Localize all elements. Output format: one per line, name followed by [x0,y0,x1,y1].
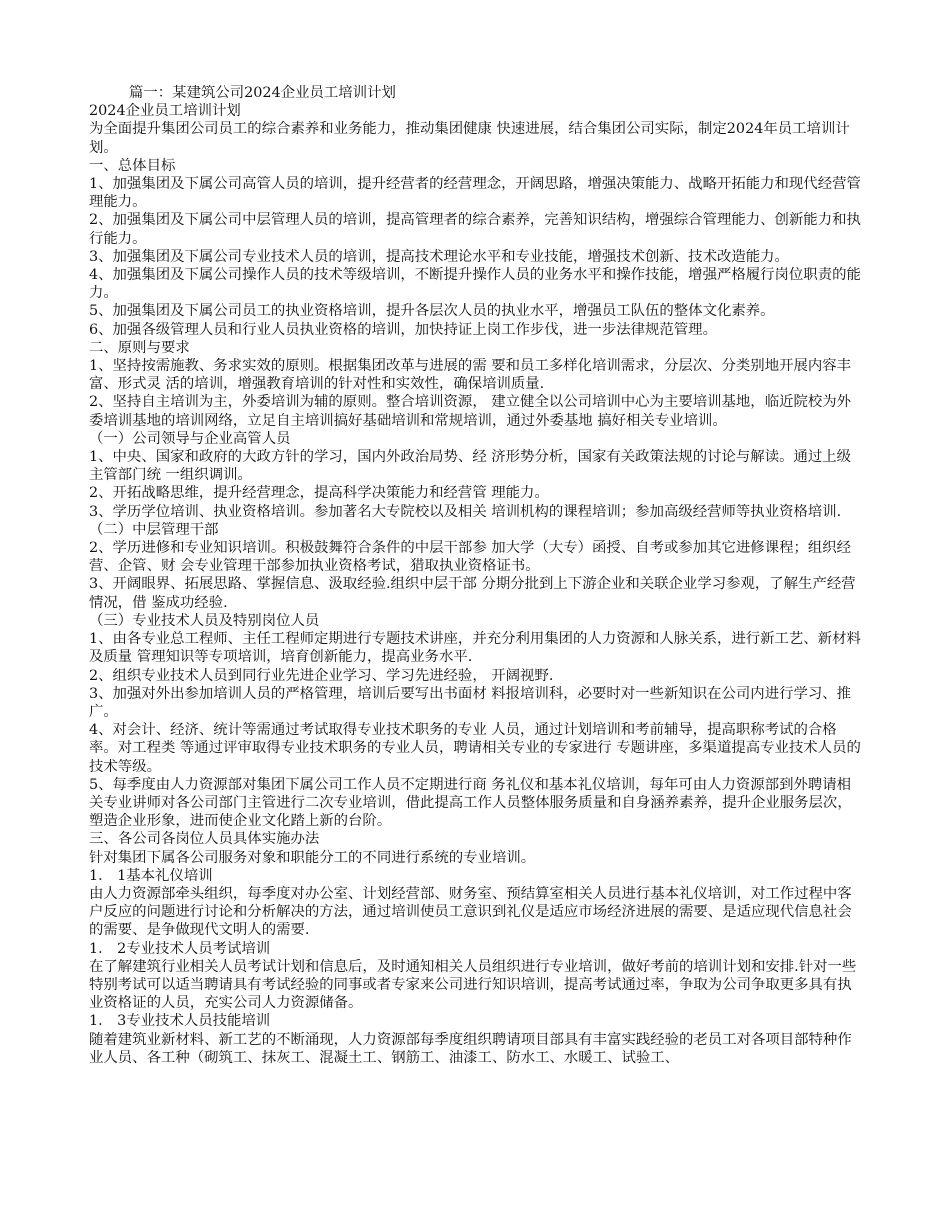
implementation-intro: 针对集团下属各公司服务对象和职能分工的不同进行系统的专业培训。 [89,849,536,866]
leadership-paragraph-1: 1、中央、国家和政府的大政方针的学习，国内外政治局势、经 济形势分析，国家有关政策法规的讨论与解读。通过上级主管部门统 一组织调训。 [89,449,852,484]
goal-paragraph-3: 3、加强集团及下属公司专业技术人员的培训，提高技术理论水平和专业技能，增强技术创新、技术改造能力。 [89,248,789,265]
technical-paragraph-2: 2、组织专业技术人员到同行业先进企业学习、学习先进经验， 开阔视野. [89,667,554,684]
goal-paragraph-6: 6、加强各级管理人员和行业人员执业资格的培训，加快持证上岗工作步伐，进一步法律规范管理。 [89,321,717,338]
leadership-paragraph-2: 2、开拓战略思维，提升经营理念，提高科学决策能力和经营管 理能力。 [89,485,549,502]
principle-paragraph-1: 1、坚持按需施教、务求实效的原则。根据集团改革与进展的需 要和员工多样化培训需求，分层次、分类别地开展内容丰富、形式灵 活的培训，增强教育培训的针对性和实效性，确保培训质量. [89,358,852,393]
principle-paragraph-2: 2、坚持自主培训为主，外委培训为辅的原则。整合培训资源， 建立健全以公司培训中心为主要培训基地，临近院校为外委培训基地的培训网络，立足自主培训搞好基础培训和常规培训，通过外委基地 搞好相关专业培训。 [89,394,852,429]
etiquette-training-paragraph: 由人力资源部牵头组织，每季度对办公室、计划经营部、财务室、预结算室相关人员进行基本礼仪培训，对工作过程中客户反应的问题进行讨论和分析解决的方法，通过培训使员工意识到礼仪是适应市场经济进展的需要、是适应现代信息社会的需要、是争做现代文明人的需要. [89,885,852,939]
technical-paragraph-1: 1、由各专业总工程师、主任工程师定期进行专题技术讲座，并充分利用集团的人力资源和人脉关系，进行新工艺、新材料及质量 管理知识等专项培训，培育创新能力，提高业务水平. [89,631,861,666]
skills-training-paragraph: 随着建筑业新材料、新工艺的不断涌现，人力资源部每季度组织聘请项目部具有丰富实践经验的老员工对各项目部特种作业人员、各工种（砌筑工、抹灰工、混凝土工、钢筋工、油漆工、防水工、水暖工、试验工、 [89,1031,852,1066]
item-heading-etiquette-training: 1． 1基本礼仪培训 [89,867,213,884]
plan-title: 2024企业员工培训计划 [89,103,241,120]
document-heading: 篇一：某建筑公司2024企业员工培训计划 [129,85,396,101]
technical-paragraph-5: 5、每季度由人力资源部对集团下属公司工作人员不定期进行商 务礼仪和基本礼仪培训，每年可由人力资源部到外聘请相关专业讲师对各公司部门主管进行二次专业培训，借此提高工作人员整体服务质量和自身涵养素养，提升企业服务层次，塑造企业形象，进而使企业文化踏上新的台阶。 [89,776,852,830]
item-heading-exam-training: 1． 2专业技术人员考试培训 [89,940,271,957]
middle-management-paragraph-3: 3、开阔眼界、拓展思路、掌握信息、汲取经验.组织中层干部 分期分批到上下游企业和关联企业学习参观，了解生产经营情况，借 鉴成功经验. [89,576,856,611]
leadership-paragraph-3: 3、学历学位培训、执业资格培训。参加著名大专院校以及相关 培训机构的课程培训；参加高级经营师等执业资格培训. [89,503,842,520]
goal-paragraph-2: 2、加强集团及下属公司中层管理人员的培训，提高管理者的综合素养，完善知识结构，增强综合管理能力、创新能力和执行能力。 [89,212,861,247]
section-heading-implementation: 三、各公司各岗位人员具体实施办法 [89,831,320,848]
subsection-heading-leadership: （一）公司领导与企业高管人员 [89,430,291,447]
technical-paragraph-3: 3、加强对外出参加培训人员的严格管理，培训后要写出书面材 料报培训科，必要时对一些新知识在公司内进行学习、推广。 [89,685,852,720]
subsection-heading-technical-staff: （三）专业技术人员及特别岗位人员 [89,612,320,629]
section-heading-overall-goals: 一、总体目标 [89,157,176,174]
goal-paragraph-5: 5、加强集团及下属公司员工的执业资格培训，提升各层次人员的执业水平，增强员工队伍的整体文化素养。 [89,303,775,320]
exam-training-paragraph: 在了解建筑行业相关人员考试计划和信息后，及时通知相关人员组织进行专业培训，做好考前的培训计划和安排.针对一些特别考试可以适当聘请具有考试经验的同事或者专家来公司进行知识培训，提高考试通过率，争取为公司争取更多具有执业资格证的人员，充实公司人力资源储备。 [89,958,857,1012]
technical-paragraph-4: 4、对会计、经济、统计等需通过考试取得专业技术职务的专业 人员，通过计划培训和考前辅导，提高职称考试的合格率。对工程类 等通过评审取得专业技术职务的专业人员，聘请相关专业的专家进行 专题讲座，多渠道提高专业技术人员的技术等级。 [89,722,861,775]
intro-paragraph: 为全面提升集团公司员工的综合素养和业务能力，推动集团健康 快速进展，结合集团公司实际，制定2024年员工培训计划。 [89,121,850,156]
document-body [89,84,864,1067]
middle-management-paragraph-2: 2、学历进修和专业知识培训。积极鼓舞符合条件的中层干部参 加大学（大专）函授、自考或参加其它进修课程；组织经营、企管、财 会专业管理干部参加执业资格考试，猎取执业资格证书。 [89,540,852,575]
section-heading-principles: 二、原则与要求 [89,339,190,356]
subsection-heading-middle-management: （二）中层管理干部 [89,521,219,538]
item-heading-skills-training: 1． 3专业技术人员技能培训 [89,1013,271,1030]
goal-paragraph-4: 4、加强集团及下属公司操作人员的技术等级培训，不断提升操作人员的业务水平和操作技能，增强严格履行岗位职责的能力。 [89,267,861,302]
goal-paragraph-1: 1、加强集团及下属公司高管人员的培训，提升经营者的经营理念，开阔思路，增强决策能力、战略开拓能力和现代经营管理能力。 [89,176,861,211]
